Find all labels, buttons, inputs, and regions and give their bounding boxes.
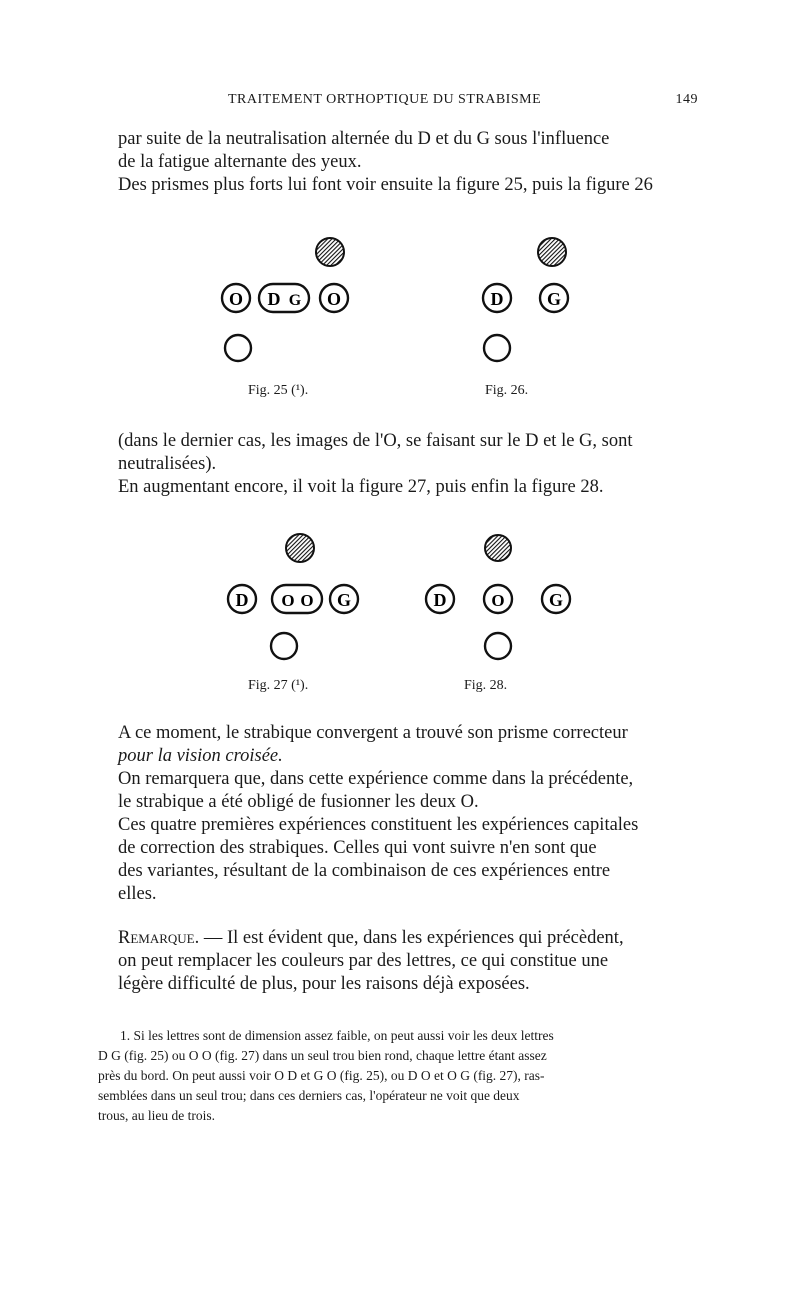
paragraph-line: par suite de la neutralisation alternée du D et du G sous l'influence xyxy=(118,129,610,149)
figure-27 xyxy=(220,528,380,668)
letter: D xyxy=(433,590,447,610)
hatched-disc xyxy=(538,238,566,266)
paragraph-line: légère difficulté de plus, pour les raisons déjà exposées. xyxy=(118,974,530,994)
footnote-line: près du bord. On peut aussi voir O D et G O (fig. 25), ou D O et O G (fig. 27), ras- xyxy=(98,1068,545,1083)
hatched-disc xyxy=(286,534,314,562)
hatched-disc xyxy=(316,238,344,266)
text-block-bottom xyxy=(118,722,698,906)
letter: O xyxy=(228,289,244,309)
remark-text: — Il est évident que, dans les expériences qui précèdent, xyxy=(199,928,624,948)
footnote-line: 1. Si les lettres sont de dimension assez faible, on peut aussi voir les deux lettres xyxy=(120,1028,554,1043)
figure-25 xyxy=(200,230,380,370)
figure-28 xyxy=(420,528,580,668)
empty-circle xyxy=(225,335,251,361)
paragraph-line: de correction des strabiques. Celles qui vont suivre n'en sont que xyxy=(118,838,597,858)
letter: O xyxy=(491,591,505,610)
footnote-line: D G (fig. 25) ou O O (fig. 27) dans un seul trou bien rond, chaque lettre étant assez xyxy=(98,1048,547,1063)
empty-circle xyxy=(484,335,510,361)
footnote-line: trous, au lieu de trois. xyxy=(98,1108,215,1123)
figure-26 xyxy=(470,230,590,370)
footnote xyxy=(98,1026,696,1126)
paragraph-line: A ce moment, le strabique convergent a trouvé son prisme correcteur xyxy=(118,723,628,743)
double-letter-oval xyxy=(259,284,309,312)
running-head-title: TRAITEMENT ORTHOPTIQUE DU STRABISME xyxy=(228,92,542,107)
remark-label: Remarque. xyxy=(118,928,200,948)
double-letter-oval xyxy=(272,585,322,613)
paragraph-line xyxy=(118,927,698,950)
paragraph-line: En augmentant encore, il voit la figure 27, puis enfin la figure 28. xyxy=(118,477,604,497)
letter: D xyxy=(267,289,281,309)
paragraph-line: Ces quatre premières expériences constituent les expériences capitales xyxy=(118,815,639,835)
paragraph-line: de la fatigue alternante des yeux. xyxy=(118,152,362,172)
paragraph-line: des variantes, résultant de la combinaison de ces expériences entre xyxy=(118,861,611,881)
letter: G xyxy=(336,590,352,610)
letter: O xyxy=(300,591,314,610)
paragraph-line: pour la vision croisée. xyxy=(118,746,283,766)
paragraph-line: (dans le dernier cas, les images de l'O, se faisant sur le D et le G, sont xyxy=(118,431,633,451)
paragraph-line: le strabique a été obligé de fusionner les deux O. xyxy=(118,792,479,812)
empty-circle xyxy=(271,633,297,659)
paragraph-line: on peut remplacer les couleurs par des lettres, ce qui constitue une xyxy=(118,951,609,971)
empty-circle xyxy=(485,633,511,659)
letter: G xyxy=(288,292,302,309)
letter: D xyxy=(490,289,504,309)
letter: G xyxy=(548,590,564,610)
letter: G xyxy=(546,289,562,309)
figure-28-caption: Fig. 28. xyxy=(464,678,508,693)
hatched-disc xyxy=(485,535,511,561)
paragraph-line: Des prismes plus forts lui font voir ensuite la figure 25, puis la figure 26 xyxy=(118,175,653,195)
figure-27-caption: Fig. 27 (¹). xyxy=(248,678,309,693)
figure-26-caption: Fig. 26. xyxy=(485,383,529,398)
text-block-top xyxy=(118,128,698,197)
letter: D xyxy=(235,590,249,610)
footnote-line: semblées dans un seul trou; dans ces derniers cas, l'opérateur ne voit que deux xyxy=(98,1088,520,1103)
letter: O xyxy=(326,289,342,309)
letter: O xyxy=(281,591,295,610)
text-block-middle xyxy=(118,430,698,499)
remark-block xyxy=(118,927,698,996)
paragraph-line: neutralisées). xyxy=(118,454,217,474)
page-number: 149 xyxy=(675,92,698,107)
paragraph-line: elles. xyxy=(118,884,157,904)
figure-25-caption: Fig. 25 (¹). xyxy=(248,383,309,398)
paragraph-line: On remarquera que, dans cette expérience comme dans la précédente, xyxy=(118,769,634,789)
